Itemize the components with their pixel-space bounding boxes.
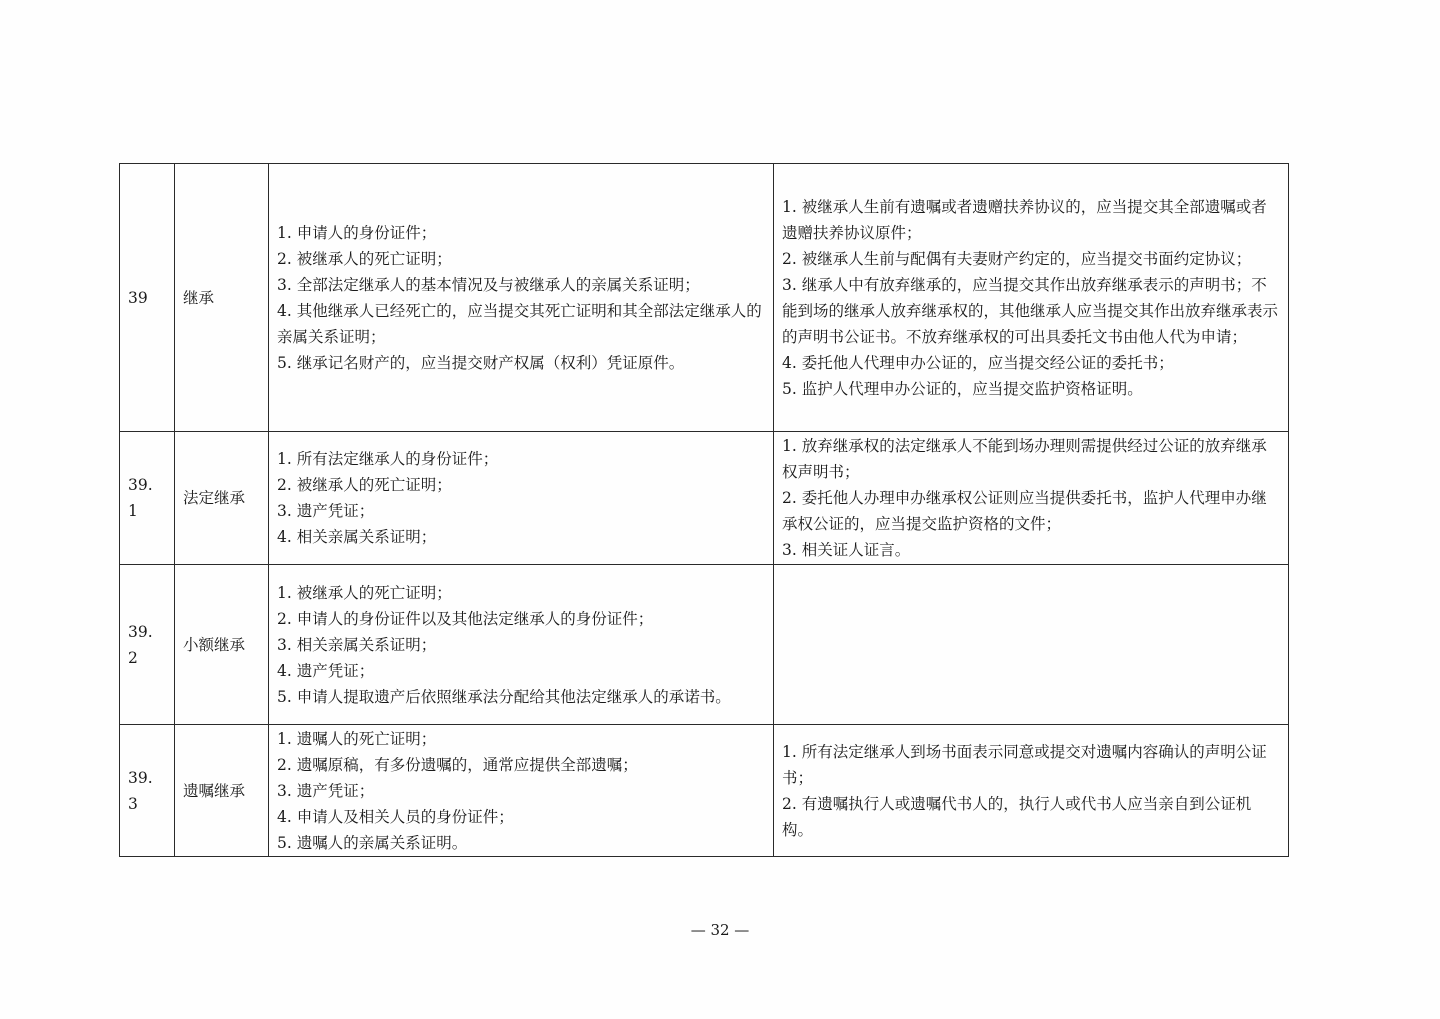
materials-cell <box>269 565 774 725</box>
note-line: 1. 放弃继承权的法定继承人不能到场办理则需提供经过公证的放弃继承权声明书； <box>782 437 1267 481</box>
item-number: 39. 2 <box>120 565 175 725</box>
item-number: 39. 3 <box>120 725 175 857</box>
materials-cell <box>269 164 774 432</box>
item-name: 遗嘱继承 <box>175 725 269 857</box>
material-line: 2. 遗嘱原稿，有多份遗嘱的，通常应提供全部遗嘱； <box>277 755 638 774</box>
notes-cell <box>774 432 1289 565</box>
material-line: 3. 遗产凭证； <box>277 781 375 800</box>
material-line: 2. 被继承人的死亡证明； <box>277 476 452 494</box>
material-line: 2. 被继承人的死亡证明； <box>277 249 452 268</box>
item-number: 39 <box>120 164 175 432</box>
material-line: 3. 遗产凭证； <box>277 502 375 520</box>
table-row <box>120 164 1289 432</box>
materials-cell <box>269 432 774 565</box>
note-line: 1. 所有法定继承人到场书面表示同意或提交对遗嘱内容确认的声明公证书； <box>782 742 1267 787</box>
notes-cell <box>774 164 1289 432</box>
note-line: 1. 被继承人生前有遗嘱或者遗赠扶养协议的，应当提交其全部遗嘱或者遗赠扶养协议原件； <box>782 197 1267 242</box>
material-line: 5. 继承记名财产的，应当提交财产权属（权利）凭证原件。 <box>277 353 685 372</box>
material-line: 4. 申请人及相关人员的身份证件； <box>277 807 514 826</box>
materials-cell <box>269 725 774 857</box>
item-name: 法定继承 <box>175 432 269 565</box>
material-line: 3. 全部法定继承人的基本情况及与被继承人的亲属关系证明； <box>277 275 700 294</box>
note-line: 3. 继承人中有放弃继承的，应当提交其作出放弃继承表示的声明书；不能到场的继承人放弃继承权的，其他继承人应当提交其作出放弃继承表示的声明书公证书。不放弃继承权的可出具委托文书由他人代为申请； <box>782 275 1279 346</box>
item-name: 小额继承 <box>175 565 269 725</box>
note-line: 2. 被继承人生前与配偶有夫妻财产约定的，应当提交书面约定协议； <box>782 249 1252 268</box>
material-line: 1. 所有法定继承人的身份证件； <box>277 450 499 468</box>
note-line: 2. 委托他人办理申办继承权公证则应当提供委托书，监护人代理申办继承权公证的，应当提交监护资格的文件； <box>782 489 1267 533</box>
table-row <box>120 725 1289 857</box>
material-line: 4. 遗产凭证； <box>277 661 375 680</box>
table-row <box>120 565 1289 725</box>
item-number: 39. 1 <box>120 432 175 565</box>
material-line: 1. 被继承人的死亡证明； <box>277 583 452 602</box>
note-line: 4. 委托他人代理申办公证的，应当提交经公证的委托书； <box>782 353 1174 372</box>
material-line: 1. 遗嘱人的死亡证明； <box>277 729 437 748</box>
material-line: 2. 申请人的身份证件以及其他法定继承人的身份证件； <box>277 609 654 628</box>
page-number: — 32 — <box>690 921 750 939</box>
material-line: 5. 遗嘱人的亲属关系证明。 <box>277 833 468 852</box>
note-line: 3. 相关证人证言。 <box>782 541 911 559</box>
material-line: 5. 申请人提取遗产后依照继承法分配给其他法定继承人的承诺书。 <box>277 687 731 706</box>
requirements-table <box>119 163 1289 857</box>
note-line: 2. 有遗嘱执行人或遗嘱代书人的，执行人或代书人应当亲自到公证机构。 <box>782 794 1252 839</box>
note-line: 5. 监护人代理申办公证的，应当提交监护资格证明。 <box>782 379 1143 398</box>
material-line: 1. 申请人的身份证件； <box>277 223 437 242</box>
material-line: 4. 其他继承人已经死亡的，应当提交其死亡证明和其全部法定继承人的亲属关系证明； <box>277 301 762 346</box>
notes-cell <box>774 725 1289 857</box>
material-line: 3. 相关亲属关系证明； <box>277 635 437 654</box>
notes-cell <box>774 565 1289 725</box>
table-row <box>120 432 1289 565</box>
material-line: 4. 相关亲属关系证明； <box>277 528 437 546</box>
item-name: 继承 <box>175 164 269 432</box>
